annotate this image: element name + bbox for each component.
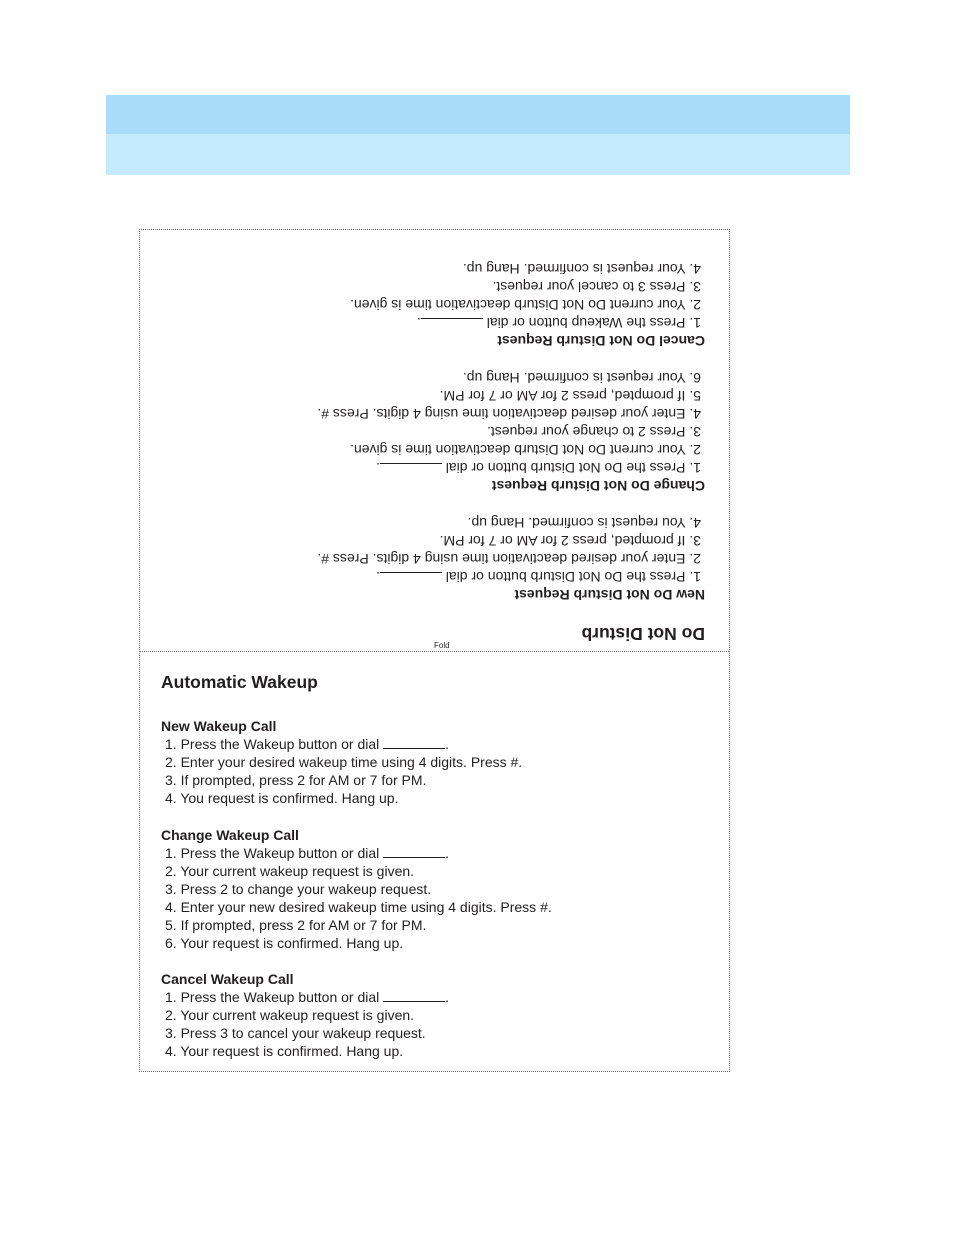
fold-card <box>139 229 730 1072</box>
dnd-cancel-step: 4. Your request is confirmed. Hang up. <box>462 260 701 277</box>
automatic-wakeup-panel <box>140 651 729 1071</box>
dnd-new-step: 4. You request is confirmed. Hang up. <box>467 514 701 531</box>
header-band-dark <box>106 95 850 134</box>
wakeup-cancel-heading: Cancel Wakeup Call <box>161 971 294 987</box>
dnd-cancel-step: 3. Press 3 to cancel your request. <box>492 278 701 295</box>
dnd-new-step: 2. Enter your desired deactivation time using 4 digits. Press #. <box>317 550 701 567</box>
dial-blank <box>383 989 445 1002</box>
wakeup-new-section <box>161 717 522 807</box>
wakeup-cancel-step: 4. Your request is confirmed. Hang up. <box>165 1043 404 1060</box>
dnd-change-step: 3. Press 2 to change your request. <box>486 423 701 440</box>
wakeup-new-step: 2. Enter your desired wakeup time using 4 digits. Press #. <box>165 754 523 771</box>
wakeup-new-step: 3. If prompted, press 2 for AM or 7 for PM. <box>165 772 427 789</box>
dnd-change-heading: Change Do Not Disturb Request <box>491 478 705 494</box>
dnd-title: Do Not Disturb <box>581 624 705 644</box>
wakeup-change-step: 3. Press 2 to change your wakeup request. <box>165 881 432 898</box>
dial-blank <box>383 845 445 858</box>
wakeup-change-heading: Change Wakeup Call <box>161 827 299 843</box>
dnd-change-step: 6. Your request is confirmed. Hang up. <box>462 369 701 386</box>
fold-label: Fold <box>434 641 450 650</box>
wakeup-change-section <box>161 826 552 953</box>
dnd-change-step: 4. Enter your desired deactivation time using 4 digits. Press #. <box>317 405 701 422</box>
wakeup-cancel-step: 1. Press the Wakeup button or dial . <box>165 989 450 1005</box>
wakeup-change-step: 4. Enter your new desired wakeup time using 4 digits. Press #. <box>165 899 552 916</box>
wakeup-change-step: 6. Your request is confirmed. Hang up. <box>165 935 404 952</box>
wakeup-change-step: 5. If prompted, press 2 for AM or 7 for PM. <box>165 917 427 934</box>
dnd-change-step: 5. If prompted, press 2 for AM or 7 for PM. <box>439 387 701 404</box>
dnd-cancel-step: 2. Your current Do Not Disturb deactivation time is given. <box>350 296 701 313</box>
dnd-new-step: 3. If prompted, press 2 for AM or 7 for PM. <box>439 532 701 549</box>
wakeup-cancel-step: 3. Press 3 to cancel your wakeup request. <box>165 1025 426 1042</box>
wakeup-change-step: 2. Your current wakeup request is given. <box>165 863 415 880</box>
dnd-cancel-step: 1. Press the Wakeup button or dial . <box>416 315 701 331</box>
wakeup-change-step: 1. Press the Wakeup button or dial . <box>165 845 450 861</box>
wakeup-cancel-section <box>161 970 449 1060</box>
dial-blank <box>383 736 445 749</box>
wakeup-new-heading: New Wakeup Call <box>161 718 277 734</box>
dnd-new-section <box>317 514 705 604</box>
dnd-change-step: 2. Your current Do Not Disturb deactivation time is given. <box>350 441 701 458</box>
dnd-change-step: 1. Press the Do Not Disturb button or dial . <box>375 460 701 476</box>
dial-blank <box>380 572 442 585</box>
wakeup-new-step: 1. Press the Wakeup button or dial . <box>165 736 450 752</box>
wakeup-title: Automatic Wakeup <box>161 672 318 692</box>
wakeup-cancel-step: 2. Your current wakeup request is given. <box>165 1007 415 1024</box>
dial-blank <box>380 463 442 476</box>
do-not-disturb-panel <box>140 230 729 650</box>
header-band-light <box>106 134 850 175</box>
dnd-cancel-heading: Cancel Do Not Disturb Request <box>497 333 705 349</box>
dnd-cancel-section <box>350 260 705 350</box>
dnd-new-step: 1. Press the Do Not Disturb button or dial . <box>375 569 701 585</box>
wakeup-new-step: 4. You request is confirmed. Hang up. <box>165 790 399 807</box>
dial-blank <box>421 318 483 331</box>
dnd-change-section <box>317 368 705 495</box>
dnd-new-heading: New Do Not Disturb Request <box>514 587 705 603</box>
